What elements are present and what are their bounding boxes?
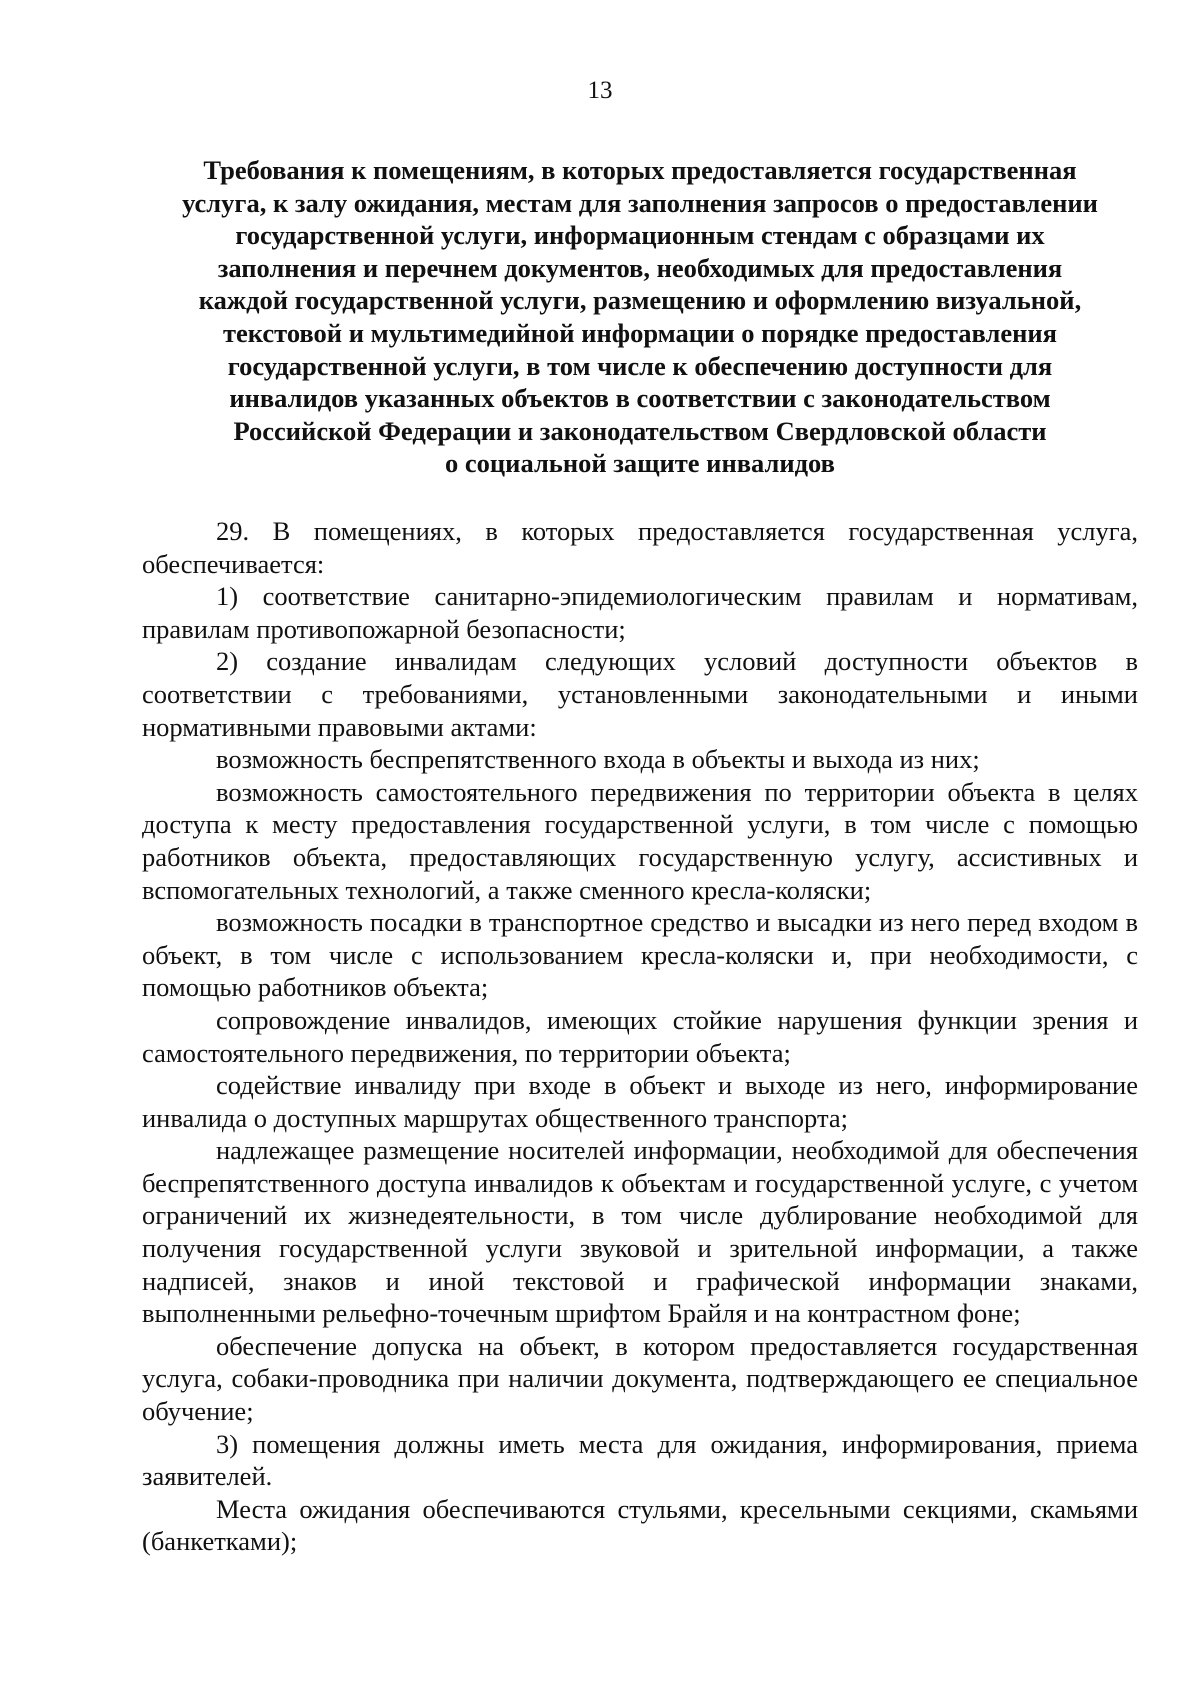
condition-paragraph: содействие инвалиду при входе в объект и выходе из него, информирование инвалида о доступных маршрутах общественного транспорта; — [142, 1070, 1138, 1133]
heading-line: государственной услуги, информационным стендам с образцами их — [235, 220, 1045, 251]
heading-line: услуга, к залу ожидания, местам для заполнения запросов о предоставлении — [182, 187, 1098, 218]
condition-paragraph: надлежащее размещение носителей информации, необходимой для обеспечения беспрепятственного доступа инвалидов к объектам и государственной услуге, с учетом ограничений их жизнедеятельности, в том числе дублирование необходимой для получения государственной услуги звуковой и зрительной информации, а также надписей, знаков и иной текстовой и графической информации знаками, выполненными рельефно-точечным шрифтом Брайля и на контрастном фоне; — [142, 1135, 1138, 1329]
condition-paragraph: обеспечение допуска на объект, в котором предоставляется государственная услуга, собаки-проводника при наличии документа, подтверждающего ее специальное обучение; — [142, 1330, 1138, 1427]
heading-line: каждой государственной услуги, размещению и оформлению визуальной, — [198, 285, 1082, 316]
condition-paragraph: возможность беспрепятственного входа в объекты и выхода из них; — [216, 744, 980, 775]
heading-line: текстовой и мультимедийной информации о порядке предоставления — [223, 317, 1057, 348]
heading-line: заполнения и перечнем документов, необходимых для предоставления — [217, 252, 1063, 283]
clause-29-intro: 29. В помещениях, в которых предоставляется государственная услуга, обеспечивается: — [142, 516, 1138, 579]
condition-paragraph: возможность самостоятельного передвижения по территории объекта в целях доступа к месту предоставления государственной услуги, в том числе с помощью работников объекта, предоставляющих государственную услугу, ассистивных и вспомогательных технологий, а также сменного кресла-коляски; — [142, 776, 1138, 905]
item-2-paragraph: 2) создание инвалидам следующих условий доступности объектов в соответствии с требованиями, установленными законодательными и иными нормативными правовыми актами: — [142, 646, 1138, 742]
waiting-places-paragraph: Места ожидания обеспечиваются стульями, кресельными секциями, скамьями (банкетками); — [142, 1493, 1138, 1557]
heading-line: Требования к помещениям, в которых предоставляется государственная — [203, 155, 1077, 185]
heading-line: инвалидов указанных объектов в соответствии с законодательством — [229, 383, 1051, 414]
section-heading — [145, 154, 1135, 480]
body-text — [142, 515, 1138, 1558]
heading-line: о социальной защите инвалидов — [445, 448, 835, 479]
heading-line: Российской Федерации и законодательством Свердловской области — [233, 415, 1047, 446]
page-number: 13 — [587, 77, 613, 104]
heading-line: государственной услуги, в том числе к обеспечению доступности для — [227, 350, 1053, 381]
condition-paragraph: возможность посадки в транспортное средство и высадки из него перед входом в объект, в том числе с использованием кресла-коляски и, при необходимости, с помощью работников объекта; — [142, 907, 1138, 1003]
item-1-paragraph: 1) соответствие санитарно-эпидемиологическим правилам и нормативам, правилам противопожарной безопасности; — [142, 581, 1138, 644]
item-3-paragraph: 3) помещения должны иметь места для ожидания, информирования, приема заявителей. — [142, 1428, 1138, 1492]
condition-paragraph: сопровождение инвалидов, имеющих стойкие нарушения функции зрения и самостоятельного передвижения, по территории объекта; — [142, 1004, 1138, 1068]
